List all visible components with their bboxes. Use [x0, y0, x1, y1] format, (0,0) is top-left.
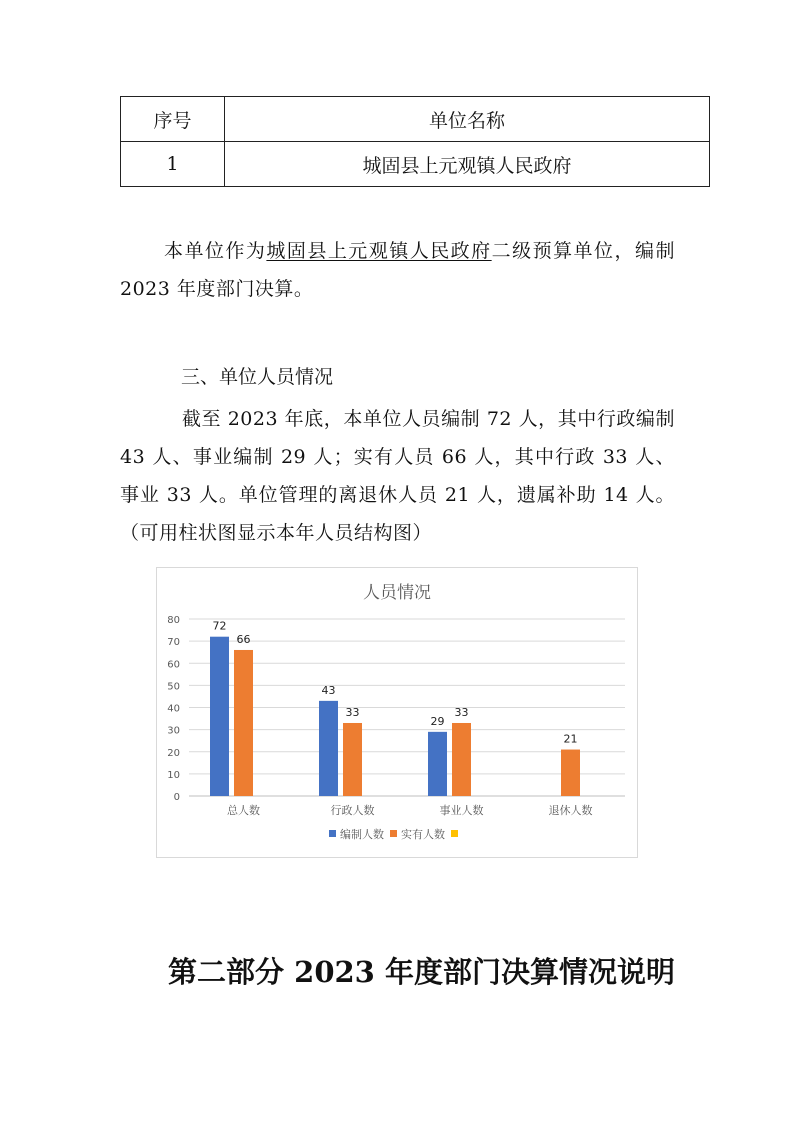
x-tick-label: 事业人数: [439, 804, 484, 817]
y-tick-label: 10: [167, 769, 180, 781]
y-tick-label: 30: [167, 725, 180, 737]
staff-chart-svg: [157, 568, 637, 857]
y-tick-label: 0: [173, 792, 180, 803]
legend-swatch: [451, 830, 458, 837]
unit-table: [120, 96, 710, 187]
legend-swatch: [329, 830, 336, 837]
staff-chart: [156, 567, 638, 858]
y-tick-label: 20: [167, 747, 180, 759]
x-tick-label: 行政人数: [330, 804, 375, 817]
section3-body: 截至 2023 年底，本单位人员编制 72 人，其中行政编制 43 人、事业编制 29 人；实有人员 66 人，其中行政 33 人、事业 33 人。单位管理的离退休人员 21 人，遗属补助 14 人。（可用柱状图显示本年人员结构图）: [120, 408, 675, 544]
bar: [428, 732, 447, 796]
y-tick-label: 60: [167, 659, 180, 671]
legend-label: 编制人数: [340, 828, 384, 841]
y-tick-label: 50: [167, 681, 180, 693]
table-header-row: [121, 97, 710, 142]
y-tick-label: 40: [167, 703, 180, 715]
header-unit-name: 单位名称: [225, 97, 710, 142]
bar: [319, 701, 338, 796]
x-tick-label: 退休人数: [548, 804, 593, 817]
bar: [343, 723, 362, 796]
data-label: 29: [430, 714, 445, 728]
header-index: 序号: [121, 97, 225, 142]
intro-unit-name: 城固县上元观镇人民政府: [266, 240, 492, 262]
legend-label: 实有人数: [401, 828, 445, 841]
data-label: 21: [563, 732, 578, 746]
y-tick-label: 70: [167, 637, 180, 649]
chart-title: 人员情况: [363, 583, 431, 603]
intro-after: 二级预算单位，编制 2023 年度部门决算。: [120, 240, 675, 300]
data-label: 72: [212, 619, 227, 633]
table-row: [121, 142, 710, 187]
bar: [561, 750, 580, 796]
row-index: 1: [121, 142, 225, 187]
data-label: 33: [345, 705, 360, 719]
part2-title: 第二部分 2023 年度部门决算情况说明: [168, 955, 675, 989]
section3-heading: 三、单位人员情况: [181, 366, 334, 388]
bar: [234, 650, 253, 796]
legend-swatch: [390, 830, 397, 837]
bar: [210, 637, 229, 796]
bar: [452, 723, 471, 796]
data-label: 43: [321, 683, 336, 697]
intro-paragraph: [120, 232, 675, 308]
row-unit-name: 城固县上元观镇人民政府: [225, 142, 710, 187]
y-tick-label: 80: [167, 615, 180, 626]
intro-before: 本单位作为: [164, 240, 267, 262]
data-label: 66: [236, 632, 251, 646]
x-tick-label: 总人数: [227, 804, 260, 817]
data-label: 33: [454, 705, 469, 719]
